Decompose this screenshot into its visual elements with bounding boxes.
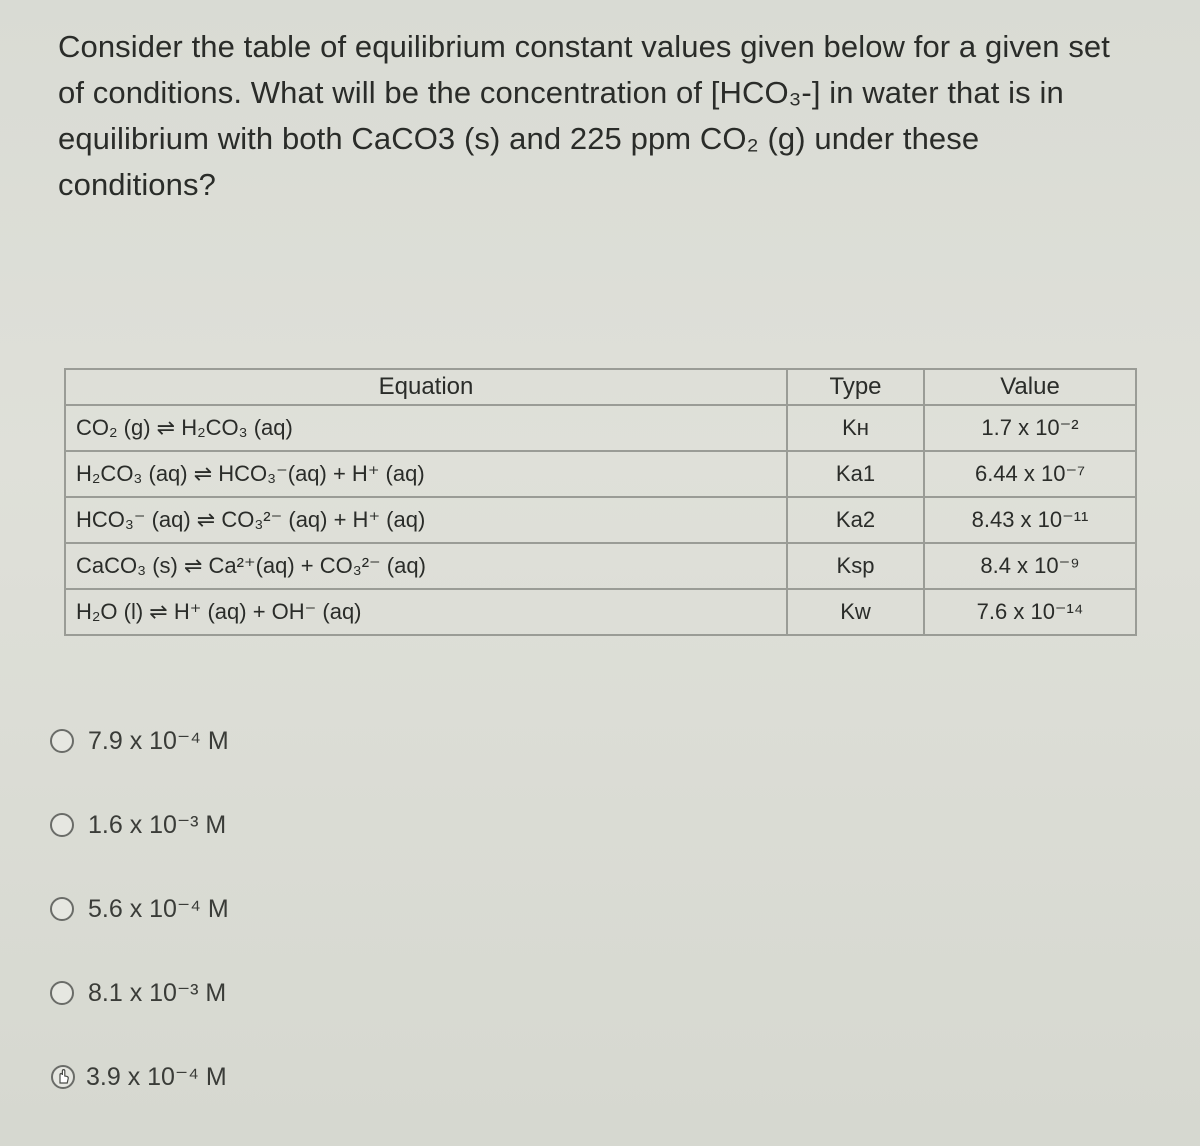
question-line-1: Consider the table of equilibrium constant values given below for a given set (58, 29, 1110, 64)
value-cell: 8.43 x 10⁻¹¹ (924, 497, 1136, 543)
question-line-4: conditions? (58, 167, 216, 202)
hand-pointer-icon (50, 1064, 76, 1090)
table-row (65, 405, 1136, 451)
answer-option-4[interactable] (50, 970, 650, 1016)
value-cell: 7.6 x 10⁻¹⁴ (924, 589, 1136, 635)
value-cell: 8.4 x 10⁻⁹ (924, 543, 1136, 589)
answer-option-5[interactable] (50, 1054, 650, 1100)
header-type: Type (787, 369, 924, 405)
option-label: 5.6 x 10⁻⁴ M (88, 895, 229, 923)
equation-cell: H₂O (l) ⇌ H⁺ (aq) + OH⁻ (aq) (65, 589, 787, 635)
radio-button[interactable] (50, 813, 74, 837)
header-value: Value (924, 369, 1136, 405)
table-row (65, 497, 1136, 543)
equation-cell: H₂CO₃ (aq) ⇌ HCO₃⁻(aq) + H⁺ (aq) (65, 451, 787, 497)
radio-button[interactable] (50, 729, 74, 753)
table-row (65, 543, 1136, 589)
equilibrium-table (64, 368, 1137, 636)
header-equation: Equation (65, 369, 787, 405)
type-cell: Ksp (787, 543, 924, 589)
option-label: 7.9 x 10⁻⁴ M (88, 727, 229, 755)
table-header-row (65, 369, 1136, 405)
question-line-3: equilibrium with both CaCO3 (s) and 225 ppm CO₂ (g) under these (58, 121, 980, 156)
equation-cell: CaCO₃ (s) ⇌ Ca²⁺(aq) + CO₃²⁻ (aq) (65, 543, 787, 589)
type-cell: Ka1 (787, 451, 924, 497)
answer-options (50, 718, 650, 1138)
table-row (65, 589, 1136, 635)
value-cell: 6.44 x 10⁻⁷ (924, 451, 1136, 497)
table-row (65, 451, 1136, 497)
question-text (58, 24, 1178, 208)
value-cell: 1.7 x 10⁻² (924, 405, 1136, 451)
type-cell: Kw (787, 589, 924, 635)
radio-button[interactable] (50, 981, 74, 1005)
type-cell: Ka2 (787, 497, 924, 543)
option-label: 8.1 x 10⁻³ M (88, 979, 227, 1007)
equation-cell: CO₂ (g) ⇌ H₂CO₃ (aq) (65, 405, 787, 451)
answer-option-3[interactable] (50, 886, 650, 932)
option-label: 3.9 x 10⁻⁴ M (86, 1063, 227, 1091)
option-label: 1.6 x 10⁻³ M (88, 811, 227, 839)
equation-cell: HCO₃⁻ (aq) ⇌ CO₃²⁻ (aq) + H⁺ (aq) (65, 497, 787, 543)
type-cell: Kʜ (787, 405, 924, 451)
question-line-2: of conditions. What will be the concentration of [HCO₃-] in water that is in (58, 75, 1064, 110)
answer-option-1[interactable] (50, 718, 650, 764)
answer-option-2[interactable] (50, 802, 650, 848)
radio-button[interactable] (50, 897, 74, 921)
